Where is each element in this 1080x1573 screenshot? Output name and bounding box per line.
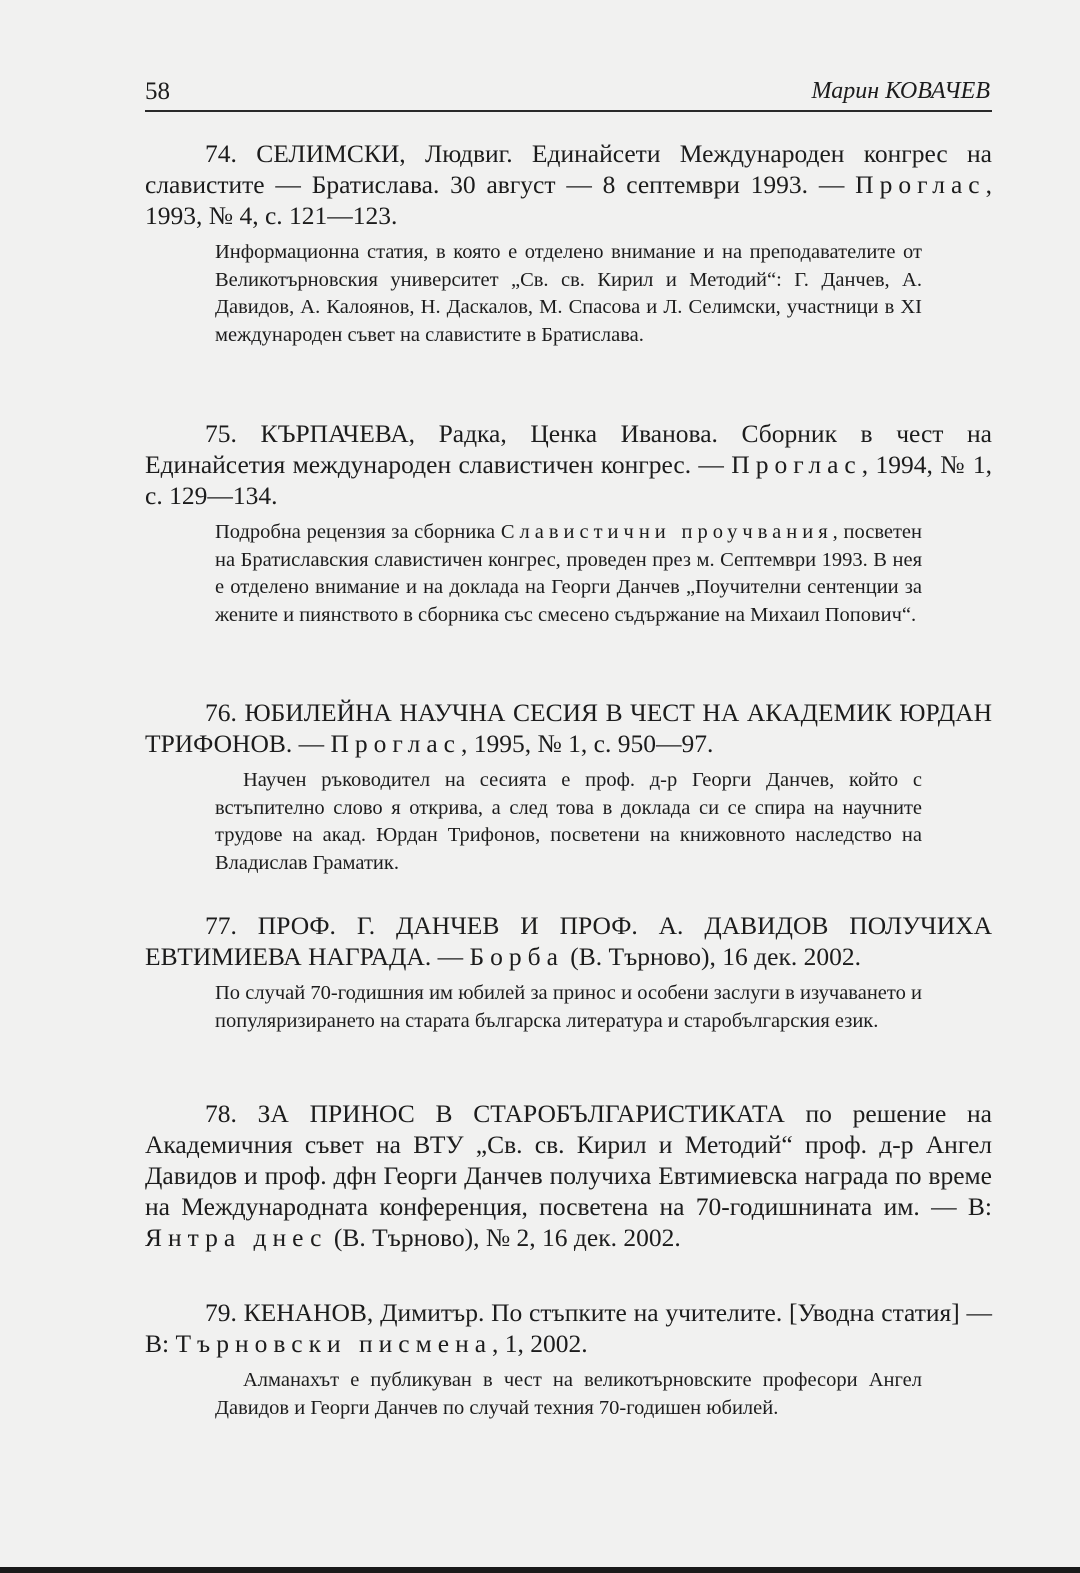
entry-abstract (215, 519, 922, 629)
citation (145, 418, 992, 511)
entry-text: , 1, 2002. (492, 1329, 588, 1358)
bibliography-entry-76 (145, 697, 992, 877)
entry-text: , 1995, № 1, с. 950—97. (460, 729, 714, 758)
entry-number: 77. (205, 911, 237, 940)
citation (145, 697, 992, 759)
entry-text: Димитър. По стъпките на учителите. [Уводна статия] — В: (145, 1298, 993, 1358)
journal-title: Борба (469, 942, 564, 971)
journal-title: Проглас (731, 450, 862, 479)
entry-text: , 1994, № 1, с. 129—134. (145, 450, 992, 510)
citation (145, 138, 992, 231)
entry-lead: ЗА ПРИНОС В СТАРОБЪЛГАРИСТИКАТА (257, 1099, 785, 1128)
entry-text: — (431, 942, 470, 971)
abstract-text: , посветен на Братиславския славистичен конгрес, проведен през м. Септември 1993. В нея е отделено внимание и на доклада на Георги Данчев „Поучителни сентенции за жените и пиянството в сборника със смесено съдържание на Михаил Попович“. (215, 521, 923, 626)
entry-lead: ПРОФ. Г. ДАНЧЕВ И ПРОФ. А. ДАВИДОВ ПОЛУЧИХА ЕВТИМИЕВА НАГРАДА. (145, 911, 993, 971)
entry-text: Людвиг. Единайсети Международен конгрес на славистите — Братислава. 30 август — 8 септември 1993. — (145, 139, 992, 199)
entry-text: Радка, Ценка Иванова. Сборник в чест на Единайсетия международен славистичен конгрес. — (145, 419, 993, 479)
journal-title: Проглас (855, 170, 986, 199)
book-title: Славистични проучвания (500, 521, 833, 543)
bibliography-entry-75 (145, 418, 992, 629)
entry-abstract: Научен ръководител на сесията е проф. д-р Георги Данчев, който с встъпително слово я открива, а след това в доклада си се спира на научните трудове на акад. Юрдан Трифонов, посветени на книжовното наследство на Владислав Граматик. (215, 769, 922, 874)
citation (145, 910, 992, 972)
bibliography-entry-78 (145, 1098, 992, 1253)
entry-number: 76. (205, 698, 237, 727)
running-head: Марин КОВАЧЕВ (811, 78, 990, 104)
abstract-text: Подробна рецензия за сборника (215, 521, 501, 543)
newspaper-title: Янтра днес (145, 1223, 328, 1252)
entry-text: (В. Търново), 16 дек. 2002. (563, 942, 861, 971)
bibliography-entry-79 (145, 1297, 992, 1422)
entry-abstract: По случай 70-годишния им юбилей за принос и особени заслуги в изучаването и популяризирането на старата българска литература и старобългарския език. (215, 982, 922, 1032)
journal-title: Проглас (330, 729, 461, 758)
entry-number: 78. (205, 1099, 237, 1128)
citation (145, 1297, 992, 1359)
entry-lead: СЕЛИМСКИ, (256, 139, 406, 168)
entry-number: 74. (205, 139, 237, 168)
entry-number: 75. (205, 419, 237, 448)
citation (145, 1098, 992, 1253)
entry-text: (В. Търново), № 2, 16 дек. 2002. (327, 1223, 681, 1252)
entry-abstract: Информационна статия, в която е отделено внимание и на преподавателите от Великотърновския университет „Св. св. Кирил и Методий“: Г. Данчев, А. Давидов, А. Калоянов, Н. Даскалов, М. Спасова и Л. Селимски, участници в XI международен съвет на славистите в Братислава. (215, 241, 922, 346)
page-number: 58 (145, 78, 170, 105)
entry-text: — (292, 729, 331, 758)
bibliography-entry-77 (145, 910, 992, 1035)
entry-text: по решение на Академичния съвет на ВТУ „Св. св. Кирил и Методий“ проф. д-р Ангел Давидов и проф. дфн Георги Данчев получиха Евтимиевска награда по време на Международната конференция, посветена на 70-годишнината им. — В: (145, 1099, 993, 1221)
entry-number: 79. (205, 1298, 237, 1327)
entry-lead: КЪРПАЧЕВА, (260, 419, 415, 448)
entry-lead: КЕНАНОВ, (243, 1298, 374, 1327)
almanac-title: Търновски писмена (175, 1329, 493, 1358)
page-bottom-edge (0, 1567, 1080, 1573)
entry-abstract: Алманахът е публикуван в чест на великотърновските професори Ангел Давидов и Георги Данчев по случай техния 70-годишен юбилей. (215, 1369, 922, 1419)
entry-lead: ЮБИЛЕЙНА НАУЧНА СЕСИЯ В ЧЕСТ НА АКАДЕМИК ЮРДАН ТРИФОНОВ. (145, 698, 992, 758)
entry-text: , 1993, № 4, с. 121—123. (145, 170, 992, 230)
bibliography-entry-74 (145, 138, 992, 349)
page-header (145, 74, 992, 112)
